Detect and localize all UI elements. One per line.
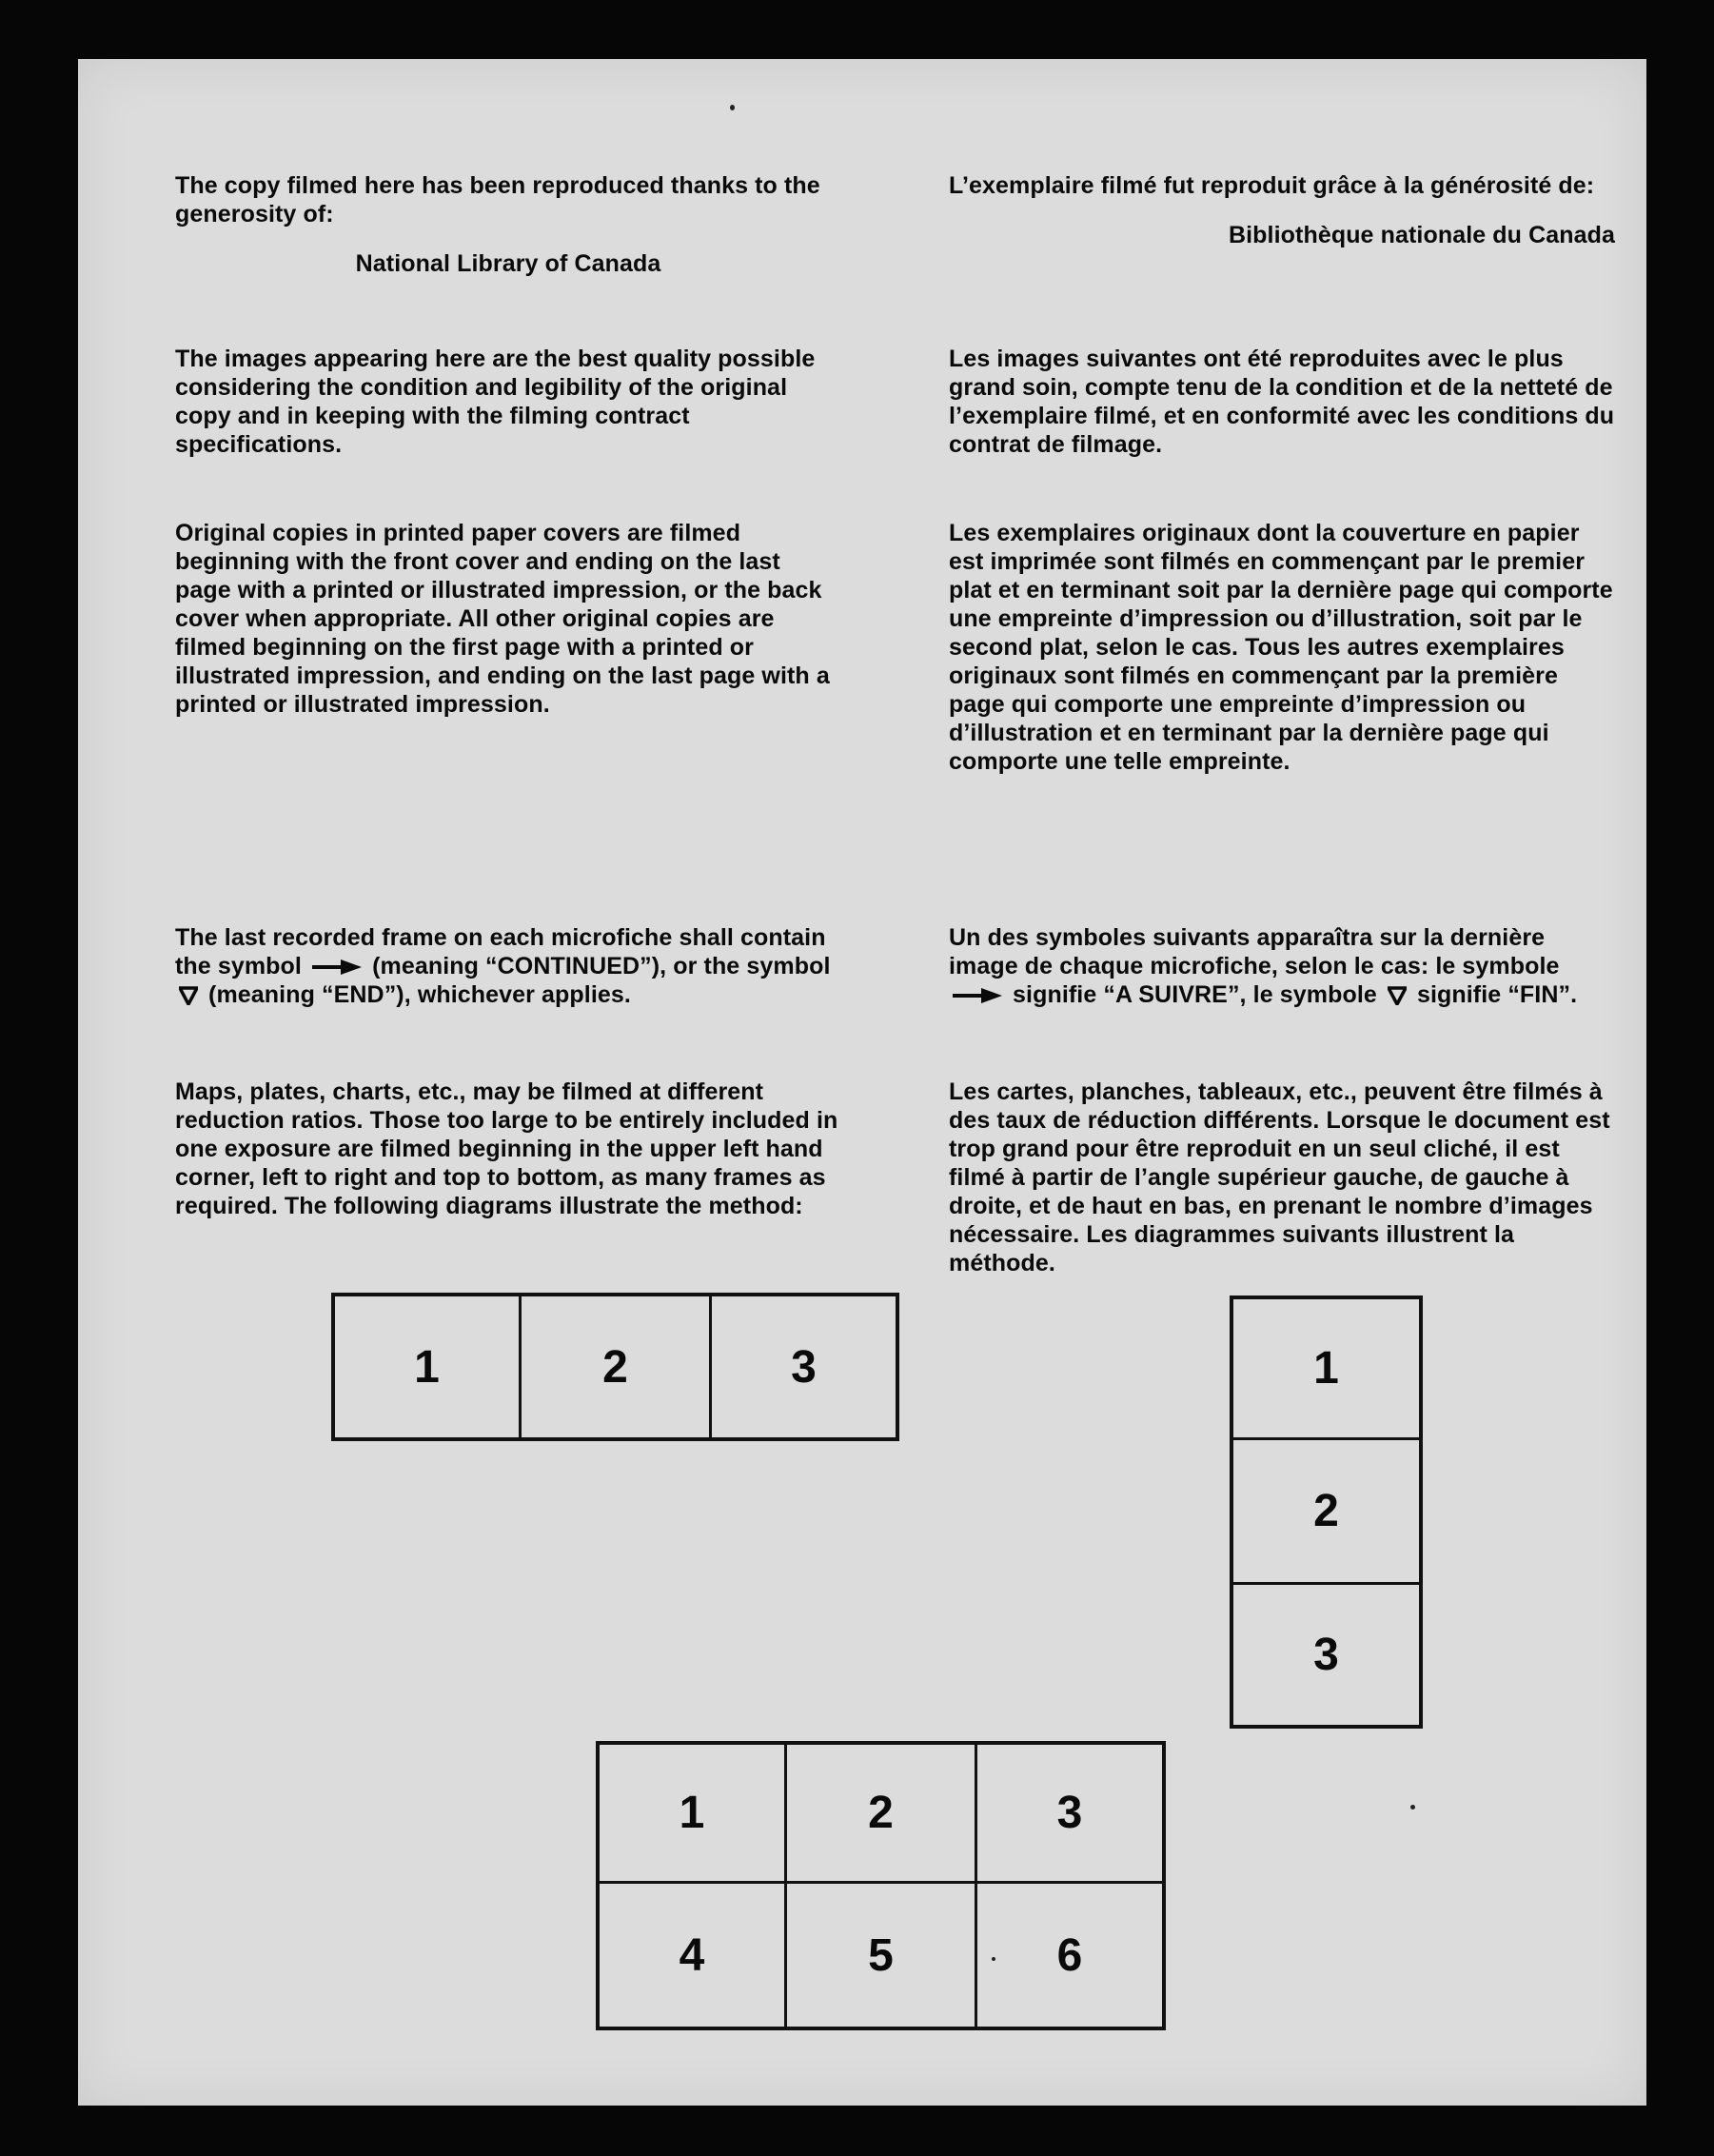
down-triangle-icon [179, 986, 198, 1005]
frame-cell: 3 [1313, 1630, 1339, 1680]
maps-paragraph-en [175, 1078, 841, 1220]
frame-cell: 1 [335, 1296, 522, 1437]
microfiche-target-sheet [78, 59, 1646, 2106]
frame-cell: 3 [791, 1341, 817, 1393]
scan-speck [1410, 1805, 1415, 1810]
frame-cell: 3 [977, 1745, 1162, 1884]
maps-text-fr: Les cartes, planches, tableaux, etc., peuvent être filmés à des taux de réduction différents. Lorsque le document est trop grand pour être reproduit en un seul cliché, il est filmé à partir de l’angle supérieur gauche, de gauche à droite, et de haut en bas, en prenant le nombre d’images nécessaire. Les diagrammes suivants illustrent la méthode. [949, 1078, 1610, 1276]
covers-text-fr: Les exemplaires originaux dont la couverture en papier est imprimée sont filmés en commençant par le premier plat et en terminant soit par la dernière page qui comporte une empreinte d’impression ou d’illustration, soit par le second plat, selon le cas. Tous les autres exemplaires originaux sont filmés en commençant par la première page qui comporte une empreinte d’impression ou d’illustration et en terminant par la dernière page qui comporte une telle empreinte. [949, 520, 1613, 775]
frame-cell: 2 [787, 1745, 977, 1884]
symbols-text-en-3: (meaning “END”), whichever applies. [208, 981, 631, 1008]
frame-cell: 2 [522, 1296, 712, 1437]
symbols-paragraph-fr [949, 923, 1615, 1009]
frame-cell: 1 [600, 1745, 787, 1884]
intro-block-en [175, 171, 841, 278]
quality-text-en: The images appearing here are the best quality possible considering the condition and legibility of the original copy and in keeping with the filming contract specifications. [175, 346, 816, 458]
frame-cell: 5 [787, 1884, 977, 2027]
symbols-text-fr-1: Un des symboles suivants apparaîtra sur la dernière image de chaque microfiche, selon le cas: le symbole [949, 924, 1560, 979]
quality-paragraph-en [175, 345, 841, 459]
frame-cell: 2 [1233, 1440, 1419, 1585]
institution-name-en: National Library of Canada [355, 250, 661, 277]
horizontal-frame-diagram [331, 1293, 899, 1441]
frame-cell: 1 [1233, 1299, 1419, 1440]
symbols-paragraph-en [175, 923, 841, 1009]
scan-speck [992, 1957, 995, 1961]
frame-cell: 4 [600, 1884, 787, 2027]
right-arrow-icon [312, 959, 362, 975]
covers-paragraph-en [175, 519, 841, 719]
covers-text-en: Original copies in printed paper covers are filmed beginning with the front cover and ending on the last page with a printed or illustrated impression, or the back cover when appropriate. All other original copies are filmed beginning on the first page with a printed or illustrated impression, and ending on the last page with a printed or illustrated impression. [175, 520, 830, 718]
symbols-text-en-1: The last recorded frame on each microfiche shall contain the symbol [175, 924, 826, 979]
symbols-text-en [175, 923, 841, 1009]
symbols-text-fr-3: signifie “FIN”. [1416, 981, 1578, 1008]
vertical-frame-diagram [1230, 1296, 1423, 1729]
grid-frame-diagram [596, 1741, 1166, 2030]
symbols-text-en-2: (meaning “CONTINUED”), or the symbol [372, 953, 831, 979]
right-arrow-icon [953, 988, 1002, 1003]
symbols-text-fr [949, 923, 1615, 1009]
symbols-text-fr-2: signifie “A SUIVRE”, le symbole [1013, 981, 1377, 1008]
down-triangle-icon [1388, 986, 1407, 1005]
maps-paragraph-fr [949, 1078, 1615, 1277]
intro-text-fr: L’exemplaire filmé fut reproduit grâce à la générosité de: [949, 172, 1595, 199]
institution-name-fr: Bibliothèque nationale du Canada [1228, 222, 1615, 248]
quality-text-fr: Les images suivantes ont été reproduites avec le plus grand soin, compte tenu de la condition et de la netteté de l’exemplaire filmé, et en conformité avec les conditions du contrat de filmage. [949, 346, 1615, 458]
frame-cell: 6 [1056, 1929, 1083, 1981]
quality-paragraph-fr [949, 345, 1615, 459]
intro-block-fr [949, 171, 1615, 249]
scan-speck [730, 105, 735, 110]
covers-paragraph-fr [949, 519, 1615, 776]
intro-text-en: The copy filmed here has been reproduced thanks to the generosity of: [175, 172, 820, 227]
maps-text-en: Maps, plates, charts, etc., may be filmed at different reduction ratios. Those too large to be entirely included in one exposure are filmed beginning in the upper left hand corner, left to right and top to bottom, as many frames as required. The following diagrams illustrate the method: [175, 1078, 838, 1219]
